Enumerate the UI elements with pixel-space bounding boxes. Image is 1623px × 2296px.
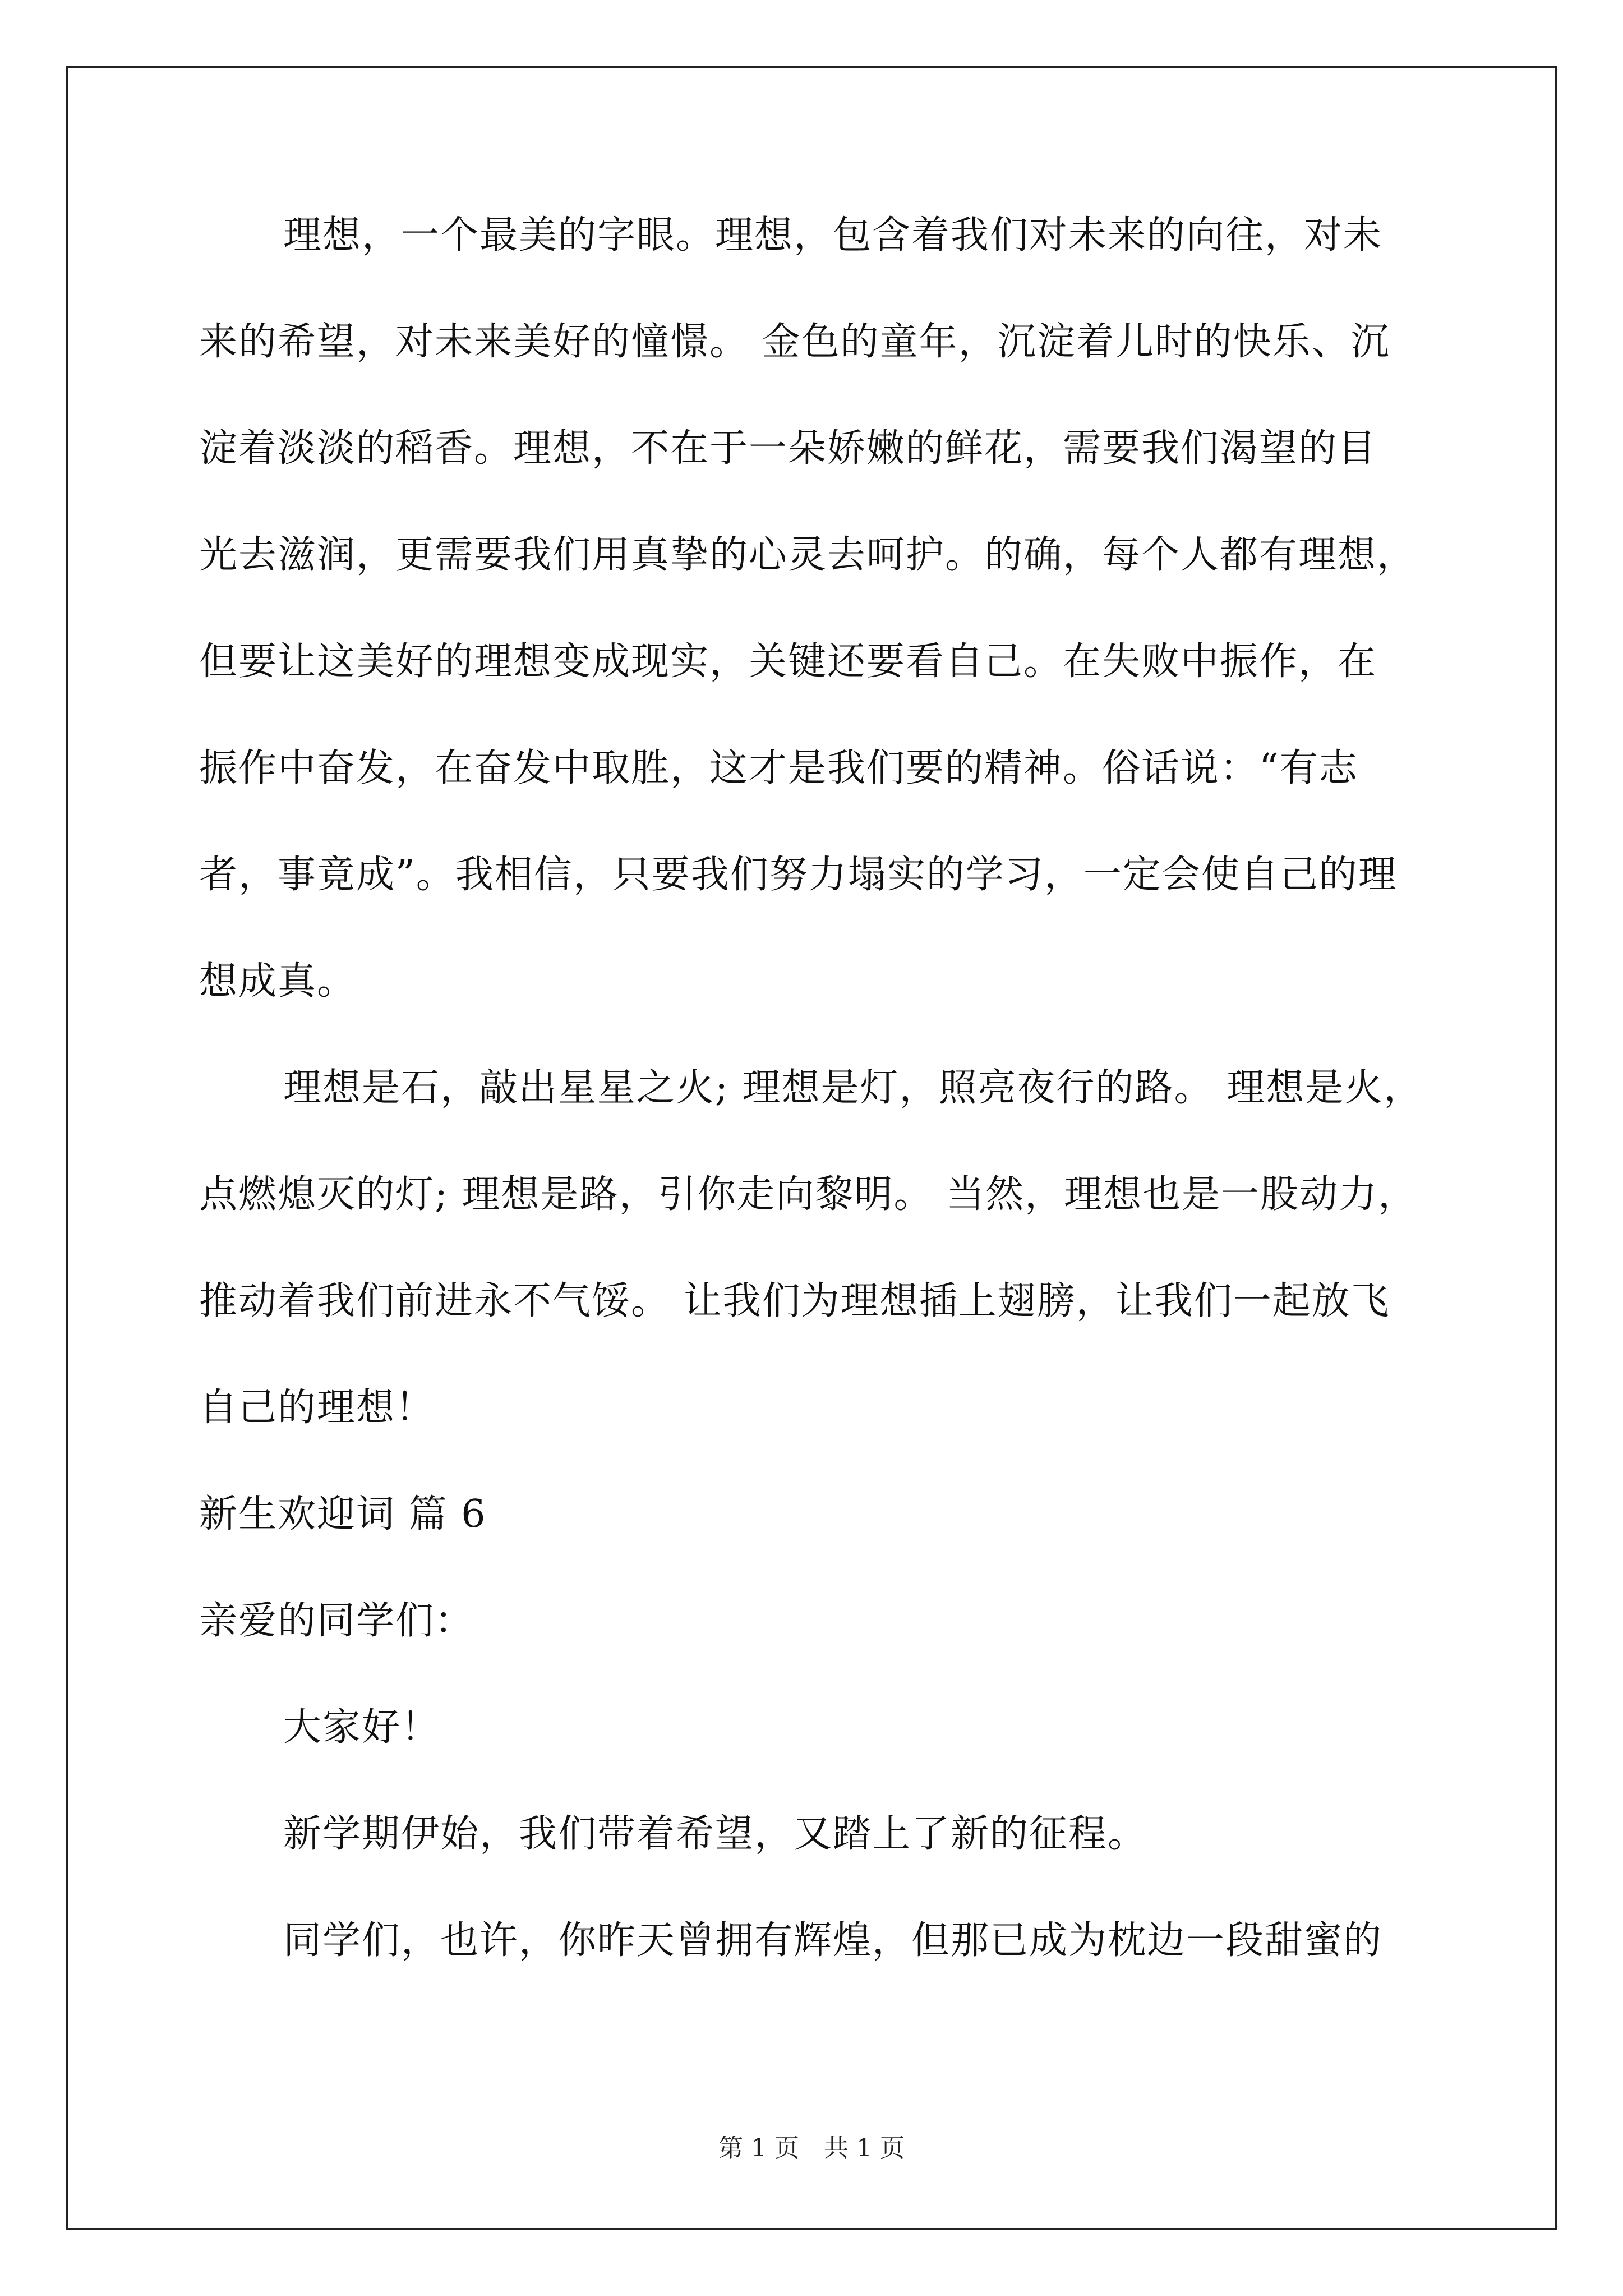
text-line: 理想是石，敲出星星之火; 理想是灯，照亮夜行的路。 理想是火， xyxy=(283,1066,1423,1110)
text-line: 者，事竟成”。我相信，只要我们努力塌实的学习，一定会使自己的理 xyxy=(199,853,1398,897)
text-line: 新学期伊始，我们带着希望，又踏上了新的征程。 xyxy=(283,1812,1147,1856)
page-footer: 第 1 页 共 1 页 xyxy=(718,2134,905,2162)
page-border xyxy=(66,66,1557,2230)
text-line: 点燃熄灭的灯; 理想是路，引你走向黎明。 当然，理想也是一股动力， xyxy=(199,1172,1418,1217)
text-line: 但要让这美好的理想变成现实，关键还要看自己。在失败中振作，在 xyxy=(199,639,1377,684)
greeting: 大家好！ xyxy=(283,1705,441,1750)
salutation: 亲爱的同学们： xyxy=(199,1599,474,1643)
text-line: 淀着淡淡的稻香。理想，不在于一朵娇嫩的鲜花，需要我们渴望的目 xyxy=(199,426,1377,471)
text-line: 振作中奋发，在奋发中取胜，这才是我们要的精神。俗话说：“有志 xyxy=(199,746,1358,790)
text-line: 理想，一个最美的字眼。理想，包含着我们对未来的向往，对未 xyxy=(283,213,1383,257)
section-heading: 新生欢迎词 篇 6 xyxy=(199,1492,487,1536)
text-line: 来的希望，对未来美好的憧憬。 金色的童年，沉淀着儿时的快乐、沉 xyxy=(199,320,1390,364)
text-line: 自己的理想！ xyxy=(199,1386,435,1430)
text-line: 同学们，也许，你昨天曾拥有辉煌，但那已成为枕边一段甜蜜的 xyxy=(283,1918,1383,1963)
text-line: 光去滋润，更需要我们用真挚的心灵去呵护。的确，每个人都有理想， xyxy=(199,533,1417,577)
text-line: 推动着我们前进永不气馁。 让我们为理想插上翅膀，让我们一起放飞 xyxy=(199,1279,1390,1323)
text-line: 想成真。 xyxy=(199,959,357,1004)
